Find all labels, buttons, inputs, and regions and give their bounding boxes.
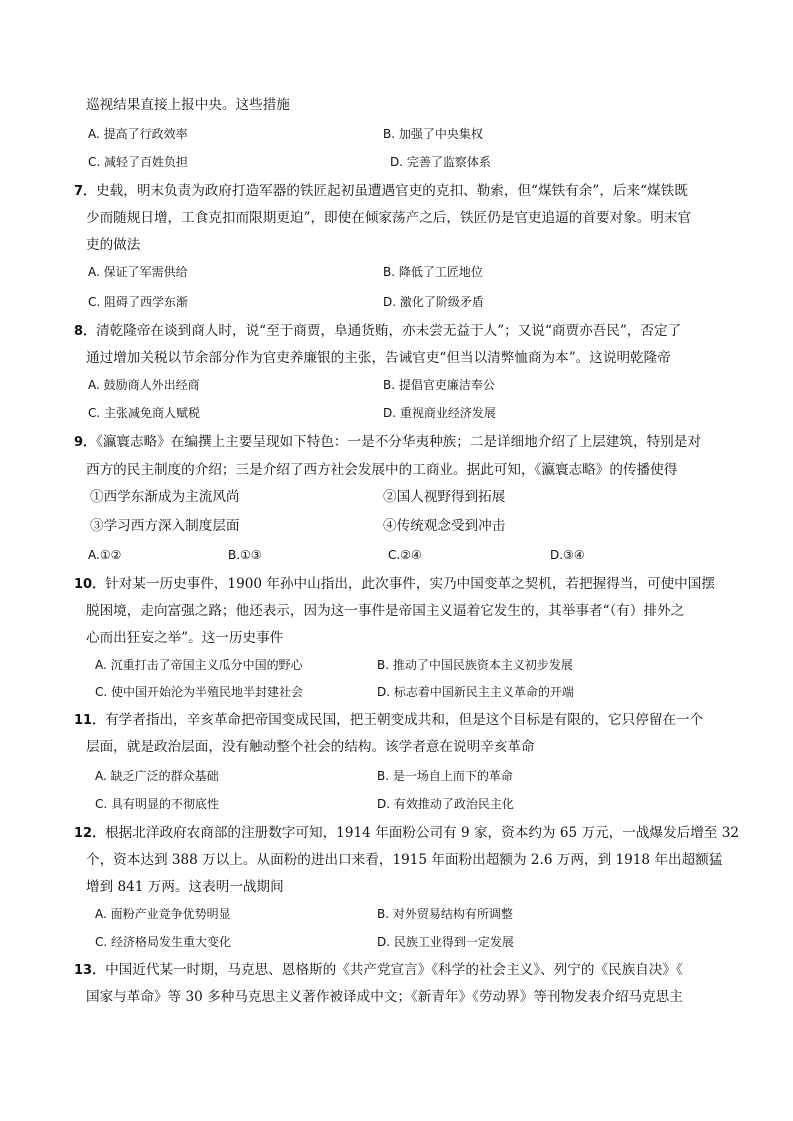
q12-number: 12． xyxy=(74,826,106,841)
q10-first-line xyxy=(74,574,715,594)
q12-stem-line-1: 根据北洋政府农商部的注册数字可知，1914 年面粉公司有 9 家，资本约为 65 万元，一战爆发后增至 32 xyxy=(105,825,740,841)
q12-option-c: C. 经济格局发生重大变化 xyxy=(95,935,232,949)
q11-first-line xyxy=(74,710,703,730)
q12-option-a: A. 面粉产业竞争优势明显 xyxy=(95,907,231,921)
q8-first-line xyxy=(74,321,681,341)
q7-number: 7． xyxy=(74,184,97,199)
q9-stem-line-2: 西方的民主制度的介绍；三是介绍了西方社会发展中的工商业。据此可知，《瀛寰志略》的传播使得 xyxy=(86,462,678,478)
q10-stem-line-2: 脱困境，走向富强之路；他还表示，因为这一事件是帝国主义逼着它发生的，其举事者“（有）排外之 xyxy=(86,603,685,619)
q9-statement-1: ①西学东渐成为主流风尚 xyxy=(90,489,240,505)
q7-stem-line-1: 史载，明末负责为政府打造军器的铁匠起初虽遭遇官吏的克扣、勒索，但“煤铁有余”，后来“煤铁既 xyxy=(96,183,688,199)
q9-option-b: B.①③ xyxy=(228,548,262,562)
q11-option-d: D. 有效推动了政治民主化 xyxy=(377,797,514,811)
q7-option-d: D. 激化了阶级矛盾 xyxy=(383,295,484,309)
q9-option-a: A.①② xyxy=(88,548,122,562)
q7-option-b: B. 降低了工匠地位 xyxy=(383,265,483,279)
q11-stem-line-1: 有学者指出，辛亥革命把帝国变成民国，把王朝变成共和，但是这个目标是有限的，它只停留在一个 xyxy=(105,712,704,728)
q9-option-d: D.③④ xyxy=(550,548,585,562)
q8-option-d: D. 重视商业经济发展 xyxy=(383,406,496,420)
q7-stem-line-2: 少而随规日增，工食克扣而限期更迫”，即使在倾家荡产之后，铁匠仍是官吏追逼的首要对象。明末官 xyxy=(86,210,692,226)
q11-option-a: A. 缺乏广泛的群众基础 xyxy=(95,769,219,783)
q12-stem-line-2: 个，资本达到 388 万以上。从面粉的进出口来看，1915 年面粉出超额为 2.6 万两，到 1918 年出超额猛 xyxy=(86,852,723,868)
q10-option-c: C. 使中国开始沦为半殖民地半封建社会 xyxy=(95,685,304,699)
q7-option-a: A. 保证了军需供给 xyxy=(88,265,188,279)
q6-option-b: B. 加强了中央集权 xyxy=(383,127,483,141)
q13-stem-line-2: 国家与革命》等 30 多种马克思主义著作被译成中文；《新青年》《劳动界》等刊物发表介绍马克思主 xyxy=(86,989,683,1005)
q7-option-c: C. 阻碍了西学东渐 xyxy=(88,295,189,309)
q8-stem-line-1: 清乾隆帝在谈到商人时，说“至于商贾，阜通货贿，亦未尝无益于人”；又说“商贾亦吾民”，否定了 xyxy=(96,323,682,339)
q7-stem-line-3: 吏的做法 xyxy=(86,237,141,253)
q7-first-line xyxy=(74,181,688,201)
q13-number: 13． xyxy=(74,963,106,978)
q9-option-c: C.②④ xyxy=(388,548,422,562)
q10-option-b: B. 推动了中国民族资本主义初步发展 xyxy=(377,658,573,672)
q8-option-b: B. 提倡官吏廉洁奉公 xyxy=(383,378,495,392)
q9-statement-3: ③学习西方深入制度层面 xyxy=(90,518,240,534)
q10-number: 10． xyxy=(74,577,106,592)
q10-stem-line-1: 针对某一历史事件，1900 年孙中山指出，此次事件，实乃中国变革之契机，若把握得当，可使中国摆 xyxy=(105,576,715,592)
q6-stem: 巡视结果直接上报中央。这些措施 xyxy=(86,97,290,113)
q8-number: 8． xyxy=(74,324,97,339)
q13-stem-line-1: 中国近代某一时期，马克思、恩格斯的《共产党宣言》《科学的社会主义》、列宁的《民族自决》《 xyxy=(105,962,683,978)
q6-option-d: D. 完善了监察体系 xyxy=(390,155,491,169)
q11-option-c: C. 具有明显的不彻底性 xyxy=(95,797,220,811)
q6-option-a: A. 提高了行政效率 xyxy=(88,127,188,141)
q11-stem-line-2: 层面，就是政治层面，没有触动整个社会的结构。该学者意在说明辛亥革命 xyxy=(86,739,535,755)
q12-first-line xyxy=(74,823,739,843)
q8-option-c: C. 主张减免商人赋税 xyxy=(88,406,201,420)
q10-option-a: A. 沉重打击了帝国主义瓜分中国的野心 xyxy=(95,658,303,672)
q9-stem-line-1: 《瀛寰志略》在编撰上主要呈现如下特色：一是不分华夷种族；二是详细地介绍了上层建筑，特别是对 xyxy=(96,434,701,450)
q9-number: 9． xyxy=(74,435,97,450)
q8-option-a: A. 鼓励商人外出经商 xyxy=(88,378,200,392)
q6-option-c: C. 减轻了百姓负担 xyxy=(88,155,189,169)
q12-option-b: B. 对外贸易结构有所调整 xyxy=(377,907,513,921)
q9-statement-2: ②国人视野得到拓展 xyxy=(383,489,506,505)
q11-option-b: B. 是一场自上而下的革命 xyxy=(377,769,513,783)
q9-first-line xyxy=(74,432,701,452)
q9-statement-4: ④传统观念受到冲击 xyxy=(383,518,506,534)
q12-stem-line-3: 增到 841 万两。这表明一战期间 xyxy=(86,879,284,895)
q12-option-d: D. 民族工业得到一定发展 xyxy=(377,935,514,949)
q10-stem-line-3: 心而出狂妄之举”。这一历史事件 xyxy=(86,630,284,646)
q8-stem-line-2: 通过增加关税以节余部分作为官吏养廉银的主张，告诫官吏“但当以清弊恤商为本”。这说明乾隆帝 xyxy=(86,350,671,366)
q10-option-d: D. 标志着中国新民主主义革命的开端 xyxy=(377,685,574,699)
q13-first-line xyxy=(74,960,683,980)
q11-number: 11． xyxy=(74,713,106,728)
